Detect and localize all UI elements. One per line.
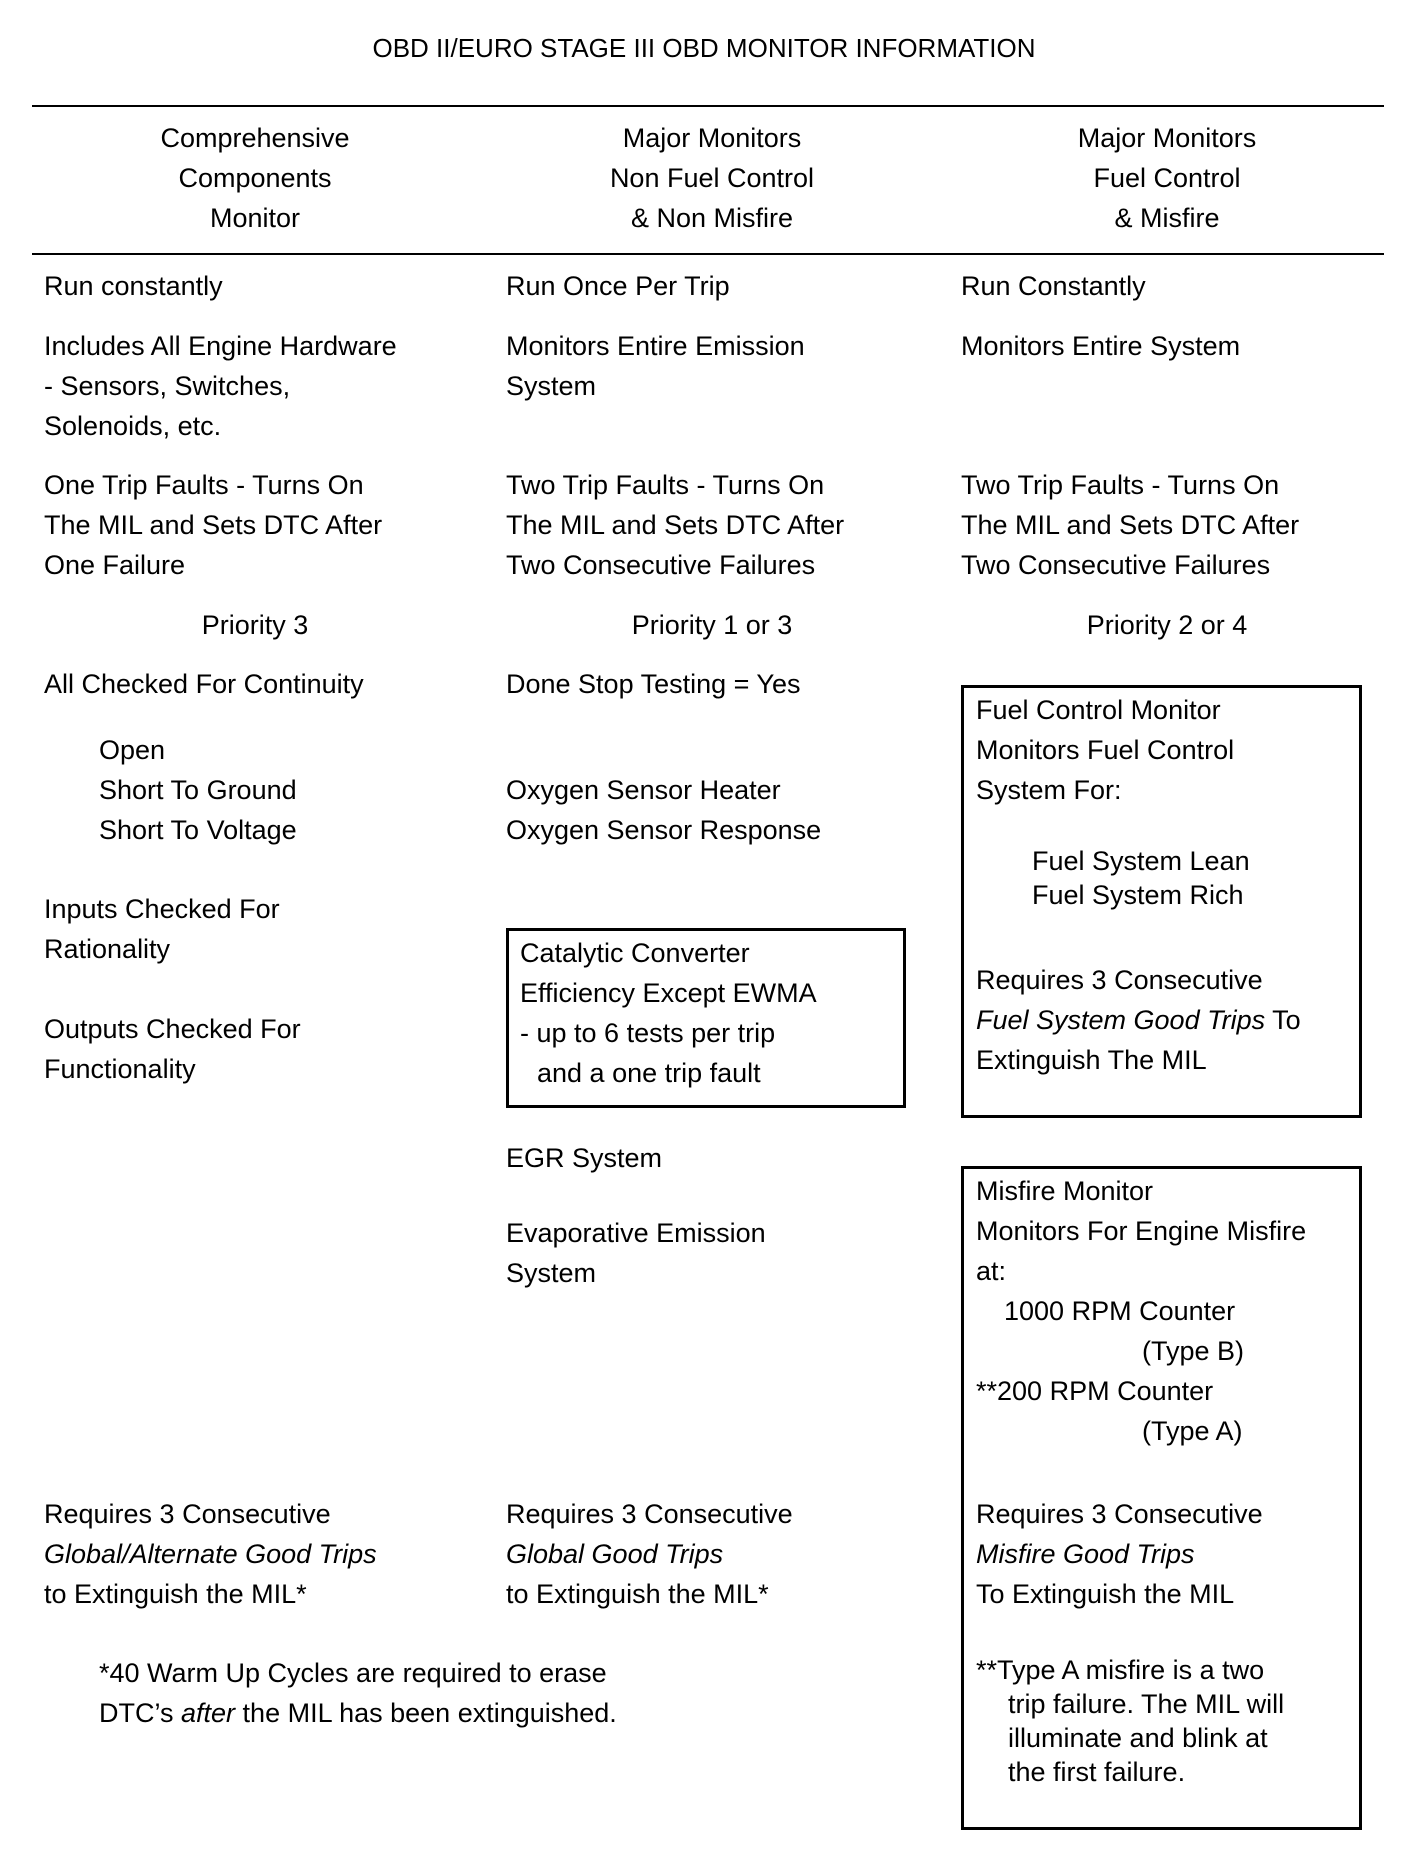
faults-text: Two Trip Faults - Turns On — [961, 470, 1280, 500]
footnote-line: *40 Warm Up Cycles are required to erase — [99, 1658, 607, 1688]
faults-text: One Failure — [44, 550, 186, 580]
requires-text-italic: Global/Alternate Good Trips — [44, 1539, 377, 1569]
egr-text: EGR System — [506, 1143, 663, 1173]
type-a-note: the first failure. — [1008, 1757, 1186, 1787]
catalytic-text: Efficiency Except EWMA — [520, 978, 817, 1008]
header-line: & Misfire — [1114, 203, 1220, 233]
misfire-box-text: Monitors For Engine Misfire — [976, 1216, 1307, 1246]
misfire-box-text: To Extinguish the MIL — [976, 1579, 1235, 1609]
includes-text: Solenoids, etc. — [44, 411, 222, 441]
fuel-box-text: Fuel Control Monitor — [976, 695, 1221, 725]
type-a-note: **Type A misfire is a two — [976, 1655, 1265, 1685]
footnote-line — [99, 1693, 617, 1733]
faults-text: One Trip Faults - Turns On — [44, 470, 364, 500]
header-line: Major Monitors — [622, 123, 802, 153]
fuel-box-requires-line — [976, 1000, 1301, 1040]
fuel-system-item: Fuel System Rich — [1032, 880, 1244, 910]
header-line: Monitor — [209, 203, 301, 233]
header-top-rule — [32, 105, 1384, 107]
run-text: Run constantly — [44, 271, 223, 301]
priority-text: Priority 1 or 3 — [631, 610, 793, 640]
run-text: Run Constantly — [961, 271, 1146, 301]
check-item: Short To Voltage — [99, 815, 297, 845]
header-line: & Non Misfire — [630, 203, 794, 233]
oxygen-text: Oxygen Sensor Response — [506, 815, 822, 845]
inputs-text: Inputs Checked For — [44, 894, 280, 924]
header-line: Non Fuel Control — [609, 163, 815, 193]
continuity-text: All Checked For Continuity — [44, 669, 364, 699]
fuel-to-text: To — [1265, 1005, 1301, 1035]
type-a-note: illuminate and blink at — [1008, 1723, 1268, 1753]
requires-text-italic: Global Good Trips — [506, 1539, 724, 1569]
requires-text: Requires 3 Consecutive — [44, 1499, 331, 1529]
misfire-box-text: Misfire Monitor — [976, 1176, 1154, 1206]
fuel-box-text: Monitors Fuel Control — [976, 735, 1235, 765]
faults-text: The MIL and Sets DTC After — [961, 510, 1300, 540]
rpm-counter-text: 1000 RPM Counter — [1004, 1296, 1236, 1326]
counter-type-text: (Type B) — [1142, 1336, 1245, 1366]
faults-text: The MIL and Sets DTC After — [506, 510, 845, 540]
rpm-counter-text: **200 RPM Counter — [976, 1376, 1214, 1406]
monitors-text: Monitors Entire System — [961, 331, 1241, 361]
requires-text: to Extinguish the MIL* — [506, 1579, 769, 1609]
evap-text: Evaporative Emission — [506, 1218, 766, 1248]
faults-text: Two Consecutive Failures — [961, 550, 1271, 580]
misfire-good-trips-text: Misfire Good Trips — [976, 1539, 1195, 1569]
includes-text: Includes All Engine Hardware — [44, 331, 397, 361]
faults-text: Two Trip Faults - Turns On — [506, 470, 825, 500]
catalytic-text: Catalytic Converter — [520, 938, 750, 968]
check-item: Short To Ground — [99, 775, 297, 805]
fuel-good-trips-text: Fuel System Good Trips — [976, 1005, 1266, 1035]
includes-text: - Sensors, Switches, — [44, 371, 291, 401]
header-line: Fuel Control — [1093, 163, 1241, 193]
fuel-system-item: Fuel System Lean — [1032, 846, 1250, 876]
header-line: Major Monitors — [1077, 123, 1257, 153]
inputs-text: Rationality — [44, 934, 171, 964]
header-bottom-rule — [32, 253, 1384, 255]
fuel-box-text: System For: — [976, 775, 1122, 805]
faults-text: Two Consecutive Failures — [506, 550, 816, 580]
oxygen-text: Oxygen Sensor Heater — [506, 775, 781, 805]
requires-text: Requires 3 Consecutive — [506, 1499, 793, 1529]
requires-text: to Extinguish the MIL* — [44, 1579, 307, 1609]
footnote-dtc: DTC’s — [99, 1698, 182, 1728]
done-text: Done Stop Testing = Yes — [506, 669, 801, 699]
priority-text: Priority 3 — [201, 610, 309, 640]
misfire-box-text: Requires 3 Consecutive — [976, 1499, 1263, 1529]
header-line: Components — [178, 163, 332, 193]
monitors-text: System — [506, 371, 597, 401]
check-item: Open — [99, 735, 166, 765]
run-text: Run Once Per Trip — [506, 271, 730, 301]
fuel-box-text: Extinguish The MIL — [976, 1045, 1207, 1075]
faults-text: The MIL and Sets DTC After — [44, 510, 383, 540]
footnote-rest: the MIL has been extinguished. — [235, 1698, 617, 1728]
header-line: Comprehensive — [160, 123, 350, 153]
catalytic-text: and a one trip fault — [537, 1058, 761, 1088]
counter-type-text: (Type A) — [1142, 1416, 1243, 1446]
monitors-text: Monitors Entire Emission — [506, 331, 805, 361]
catalytic-text: - up to 6 tests per trip — [520, 1018, 776, 1048]
footnote-after: after — [181, 1698, 236, 1728]
page-title: OBD II/EURO STAGE III OBD MONITOR INFORMATION — [372, 33, 1036, 63]
fuel-box-text: Requires 3 Consecutive — [976, 965, 1263, 995]
type-a-note: trip failure. The MIL will — [1008, 1689, 1285, 1719]
outputs-text: Functionality — [44, 1054, 196, 1084]
outputs-text: Outputs Checked For — [44, 1014, 301, 1044]
evap-text: System — [506, 1258, 597, 1288]
misfire-box-text: at: — [976, 1256, 1007, 1286]
priority-text: Priority 2 or 4 — [1086, 610, 1248, 640]
